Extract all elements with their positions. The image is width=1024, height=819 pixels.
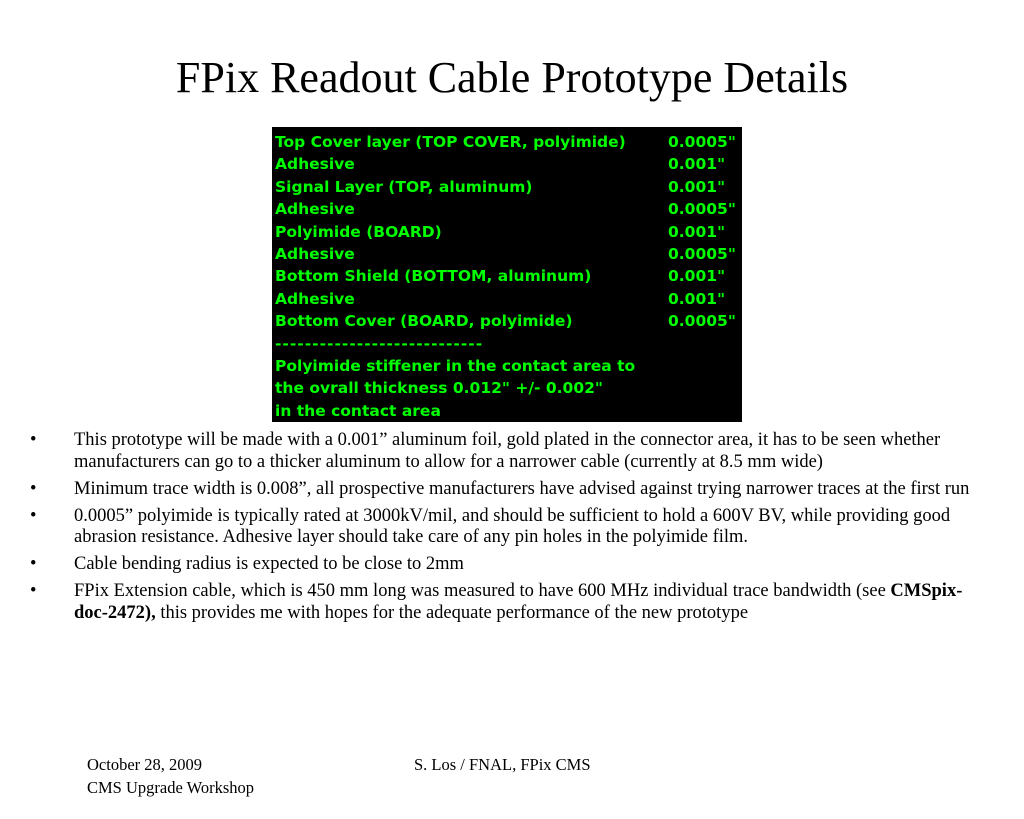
layer-row — [275, 153, 742, 175]
layer-name: Adhesive — [275, 200, 355, 219]
bullet-text: This prototype will be made with a 0.001” aluminum foil, gold plated in the connector area, it has to be seen whether manufacturers can go to a thicker aluminum to allow for a narrower cable (currently at 8.5 mm wide) — [74, 430, 941, 472]
bullet-item — [30, 430, 990, 473]
layer-row — [275, 265, 742, 287]
bullet-marker: • — [30, 581, 37, 601]
doc-reference: CMSpix-doc-2472), — [74, 581, 963, 623]
layer-row — [275, 131, 742, 153]
layer-name: Signal Layer (TOP, aluminum) — [275, 177, 533, 196]
bullet-text: Cable bending radius is expected to be close to 2mm — [74, 554, 464, 574]
layer-name: Top Cover layer (TOP COVER, polyimide) — [275, 133, 626, 151]
layer-thickness: 0.0005" — [668, 244, 736, 263]
bullet-marker: • — [30, 505, 37, 526]
layer-stackup-table — [272, 127, 742, 422]
layer-row — [275, 243, 742, 265]
bullet-text-part: this provides me with hopes for the adequate performance of the new prototype — [155, 602, 749, 623]
layer-thickness: 0.001" — [668, 155, 726, 174]
slide-title: FPix Readout Cable Prototype Details — [175, 53, 849, 102]
layer-thickness: 0.001" — [668, 222, 726, 241]
stiffener-note-line: the ovrall thickness 0.012" +/- 0.002" — [275, 379, 603, 398]
bullet-marker: • — [30, 478, 37, 499]
layer-thickness: 0.001" — [668, 289, 726, 308]
layer-row — [275, 221, 742, 243]
layer-name: Adhesive — [275, 289, 355, 308]
layer-name: Adhesive — [275, 244, 355, 263]
bullet-text-part: FPix Extension cable, which is 450 mm long was measured to have 600 MHz individual trace bandwidth (see — [74, 581, 891, 601]
layer-name: Bottom Cover (BOARD, polyimide) — [275, 312, 573, 331]
bullet-text — [74, 581, 962, 623]
layer-name: Bottom Shield (BOTTOM, aluminum) — [275, 267, 592, 286]
bullet-text: 0.0005” polyimide is typically rated at 3000kV/mil, and should be sufficient to hold a 600V BV, while providing good abrasion resistance. Adhesive layer should take care of any pin holes in the polyimide film. — [74, 505, 951, 547]
layer-name: Polyimide (BOARD) — [275, 222, 442, 241]
separator-line: ---------------------------- — [275, 334, 484, 353]
layer-list — [275, 131, 742, 333]
bullet-text: Minimum trace width is 0.008”, all prospective manufacturers have advised against trying narrower traces at the first run — [74, 478, 970, 499]
footer-date: October 28, 2009 — [87, 755, 203, 774]
layer-row — [275, 288, 742, 310]
bullet-marker: • — [30, 554, 37, 574]
layer-thickness: 0.001" — [668, 177, 726, 196]
bullet-item — [30, 479, 990, 501]
layer-thickness: 0.0005" — [668, 200, 736, 219]
layer-thickness: 0.001" — [668, 267, 726, 286]
layer-name: Adhesive — [275, 155, 355, 174]
bullet-item — [30, 506, 990, 549]
bullet-marker: • — [30, 430, 37, 450]
layer-row — [275, 198, 742, 220]
layer-row — [275, 176, 742, 198]
footer-event: CMS Upgrade Workshop — [87, 778, 255, 797]
stiffener-note-line: in the contact area — [275, 401, 441, 420]
bullet-list — [30, 430, 990, 630]
layer-row — [275, 310, 742, 332]
layer-thickness: 0.0005" — [668, 312, 736, 331]
bullet-item — [30, 581, 990, 624]
stiffener-note-line: Polyimide stiffener in the contact area to — [275, 356, 636, 375]
footer-author: S. Los / FNAL, FPix CMS — [414, 755, 591, 774]
bullet-item — [30, 554, 990, 576]
layer-thickness: 0.0005" — [668, 133, 736, 151]
